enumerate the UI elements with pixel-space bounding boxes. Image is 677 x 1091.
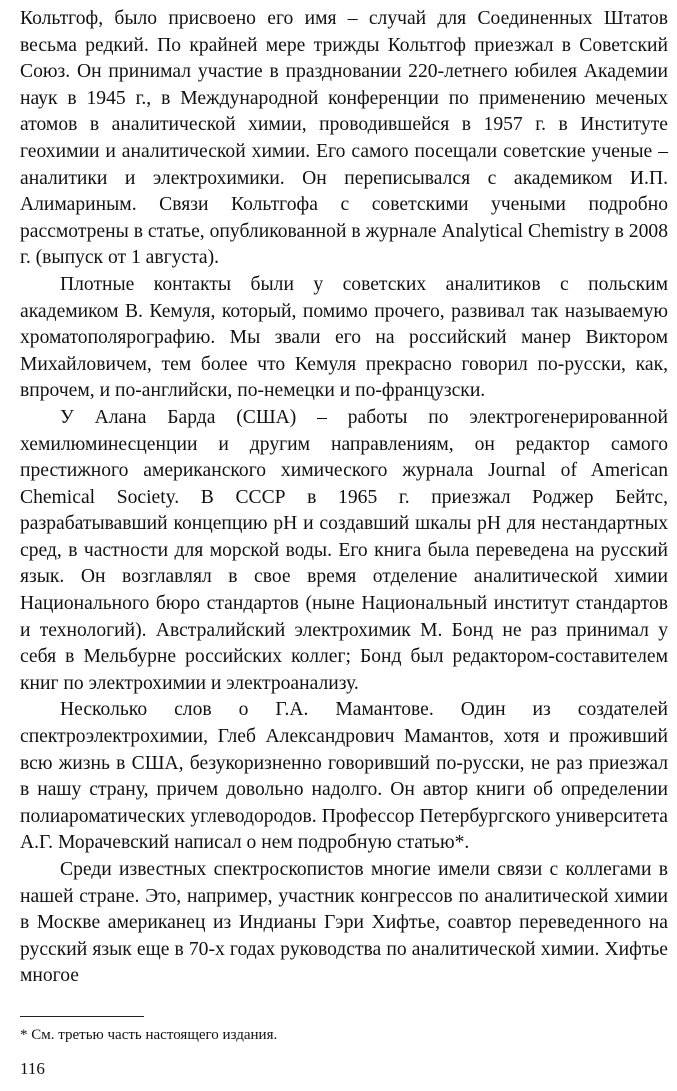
paragraph-5: Среди известных спектроскопистов многие имели связи с коллегами в нашей стране. Это, например, участник конгрессов по аналитической химии в Москве американец из Индианы Гэри Хифтье, соавтор переведенного на русский язык еще в 70-х годах руководства по аналитической химии. Хифтье многое: [20, 859, 668, 987]
page-body: [20, 6, 668, 990]
paragraph-2: Плотные контакты были у советских аналитиков с польским академиком В. Кемуля, который, помимо прочего, развивал так называемую хроматополярографию. Мы звали его на российский манер Виктором Михайловичем, тем более что Кемуля прекрасно говорил по-русски, как, впрочем, и по-английски, по-немецки и по-французски.: [20, 273, 668, 402]
paragraph-4: Несколько слов о Г.А. Мамантове. Один из создателей спектроэлектрохимии, Глеб Александрович Мамантов, хотя и проживший всю жизнь в США, безукоризненно говоривший по-русски, не раз приезжал в нашу страну, причем довольно надолго. Он автор книги об определении полиароматических углеводородов. Профессор Петербургского университета А.Г. Морачевский написал о нем подробную статью*.: [20, 699, 668, 854]
footnote: * См. третью часть настоящего издания.: [20, 1027, 278, 1043]
paragraph-3: У Алана Барда (США) – работы по электрогенерированной хемилюминесценции и другим направлениям, он редактор самого престижного американского химического журнала Journal of American Chemical Society. В СССР в 1965 г. приезжал Роджер Бейтс, разрабатывавший концепцию pH и создавший шкалы pH для нестандартных сред, в частности для морской воды. Его книга была переведена на русский язык. Он возглавлял в свое время отделение аналитической химии Национального бюро стандартов (ныне Национальный институт стандартов и технологий). Австралийский электрохимик М. Бонд не раз принимал у себя в Мельбурне российских коллег; Бонд был редактором-составителем книг по электрохимии и электроанализу.: [20, 406, 668, 694]
page-number: 116: [20, 1059, 45, 1078]
footnote-divider: [20, 1016, 144, 1017]
paragraph-1: Кольтгоф, было присвоено его имя – случай для Соединенных Штатов весьма редкий. По крайней мере трижды Кольтгоф приезжал в Советский Союз. Он принимал участие в праздновании 220-летнего юбилея Академии наук в 1945 г., в Международной конференции по применению меченых атомов в аналитической химии, проводившейся в 1957 г. в Институте геохимии и аналитической химии. Его самого посещали советские ученые – аналитики и электрохимики. Он переписывался с академиком И.П. Алимариным. Связи Кольтгофа с советскими учеными подробно рассмотрены в статье, опубликованной в журнале Analytical Chemistry в 2008 г. (выпуск от 1 августа).: [20, 8, 668, 269]
